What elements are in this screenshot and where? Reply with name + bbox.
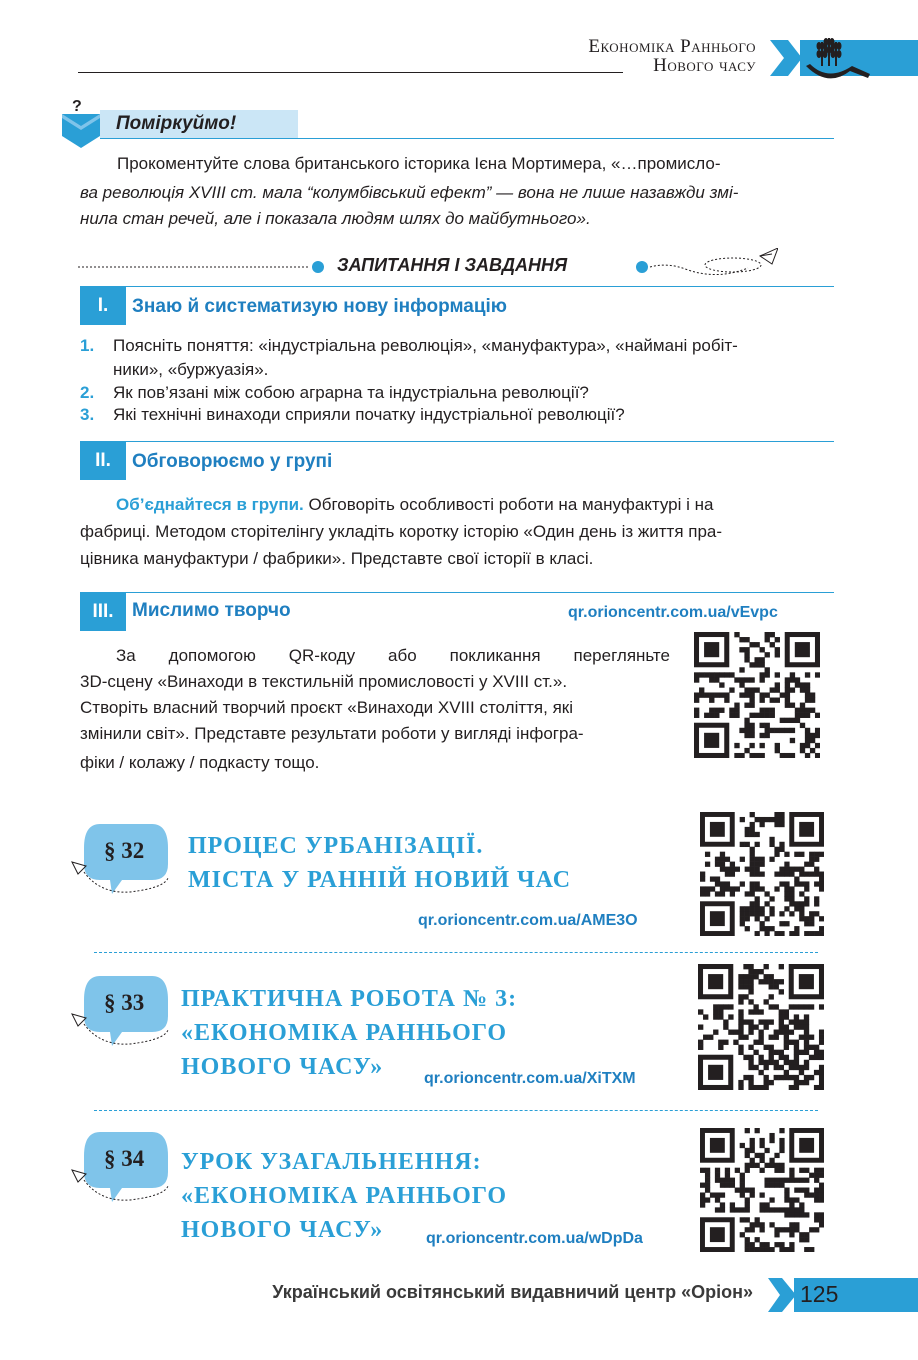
lesson-title-line2[interactable]: «ЕКОНОМІКА РАННЬОГО [181, 1020, 508, 1046]
section3-line3: Створіть власний творчий проєкт «Винаходи XVIII століття, які [80, 698, 573, 717]
lesson-title-line1[interactable]: ПРАКТИЧНА РОБОТА № 3: [181, 986, 518, 1012]
header-tab [770, 36, 918, 88]
question-1-text [113, 334, 833, 382]
qr-code[interactable] [698, 964, 824, 1090]
question-number: 3. [80, 405, 95, 424]
ponder-rule [100, 138, 834, 139]
lesson-title-line2[interactable]: «ЕКОНОМІКА РАННЬОГО [181, 1183, 508, 1209]
qr-code[interactable] [694, 632, 820, 758]
lesson-qr-link[interactable]: qr.orioncentr.com.ua/wDpDa [426, 1230, 643, 1247]
ponder-text-line2: ва революція XVIII ст. мала “колумбівський ефект” — вона не лише назавжди змі- [80, 183, 739, 202]
question-1-line2: ники», «буржуазія». [113, 360, 269, 379]
lesson-divider [94, 952, 818, 953]
section2-rule [80, 441, 834, 442]
running-title-line1: Економіка Раннього [588, 36, 756, 57]
ponder-title: Поміркуймо! [116, 113, 237, 134]
section3-number: III. [80, 593, 126, 631]
section1-title: Знаю й систематизую нову інформацію [132, 296, 508, 317]
section3-title: Мислимо творчо [132, 600, 291, 621]
ponder-text-line3: нила стан речей, але і показала людям шлях до майбутнього». [80, 209, 591, 228]
question-1-line1: Поясніть поняття: «індустріальна революція», «мануфактура», «наймані робіт- [113, 336, 738, 355]
question-number: 2. [80, 383, 95, 402]
section3-line4: змінили світ». Представте результати роботи у вигляді інфогра- [80, 724, 584, 743]
question-number: 1. [80, 336, 95, 355]
question-3 [80, 403, 94, 427]
lesson-divider [94, 1110, 818, 1111]
qr-code[interactable] [700, 1128, 824, 1252]
publisher-name: Український освітянський видавничий центр «Оріон» [272, 1282, 753, 1302]
section3-line2: 3D-сцену «Винаходи в текстильній промисловості у XVIII ст.». [80, 672, 568, 691]
section3-line1: За допомогою QR-коду або покликання перегляньте [116, 646, 670, 665]
section2-title: Обговорюємо у групі [132, 451, 333, 472]
running-title-line2: Нового часу [653, 55, 756, 76]
page-number-tab [768, 1276, 918, 1314]
section1-rule [80, 286, 834, 287]
section3-line5: фіки / колажу / подкасту тощо. [80, 753, 320, 772]
section2-line3: цівника мануфактури / фабрики». Представте свої історії в класі. [80, 549, 594, 568]
header-rule [78, 72, 623, 73]
question-2 [80, 381, 94, 405]
lesson-title-line1[interactable]: ПРОЦЕС УРБАНІЗАЦІЇ. [188, 833, 484, 859]
lesson-badge-label: § 33 [104, 990, 145, 1015]
question-3-text: Які технічні винаходи сприяли початку індустріальної революції? [113, 405, 625, 424]
lesson-title-line3[interactable]: НОВОГО ЧАСУ» [181, 1217, 384, 1243]
question-2-text: Як пов’язані між собою аграрна та індустріальна революції? [113, 383, 589, 402]
ponder-text-line1: Прокоментуйте слова британського історика Ієна Мортимера, «…промисло- [117, 154, 721, 173]
paper-plane-icon [760, 248, 778, 264]
question-1 [80, 334, 94, 358]
lesson-qr-link[interactable]: qr.orioncentr.com.ua/AME3O [418, 912, 638, 929]
qr-code[interactable] [700, 812, 824, 936]
section2-lead: Об’єднайтеся в групи. [116, 495, 304, 514]
section3-qr-link[interactable]: qr.orioncentr.com.ua/vEvpc [568, 604, 778, 621]
tasks-heading: ЗАПИТАННЯ І ЗАВДАННЯ [337, 255, 568, 275]
lesson-title-line2[interactable]: МІСТА У РАННІЙ НОВИЙ ЧАС [188, 867, 572, 893]
lesson-badge-label: § 32 [104, 838, 145, 863]
lesson-title-line1[interactable]: УРОК УЗАГАЛЬНЕННЯ: [181, 1149, 482, 1175]
lesson-qr-link[interactable]: qr.orioncentr.com.ua/XiTXM [424, 1070, 636, 1087]
question-mark: ? [72, 98, 82, 115]
section2-line1-rest: Обговоріть особливості роботи на мануфактурі і на [303, 495, 714, 514]
section2-number: II. [80, 442, 126, 480]
lesson-title-line3[interactable]: НОВОГО ЧАСУ» [181, 1054, 384, 1080]
ponder-text-line1 [117, 149, 721, 178]
lesson-badge-label: § 34 [104, 1146, 145, 1171]
section1-number: I. [80, 287, 126, 325]
section2-line1 [116, 490, 713, 519]
section2-line2: фабриці. Методом сторітелінгу укладіть коротку історію «Один день із життя пра- [80, 522, 723, 541]
section3-rule [80, 592, 834, 593]
page-number: 125 [800, 1281, 839, 1307]
